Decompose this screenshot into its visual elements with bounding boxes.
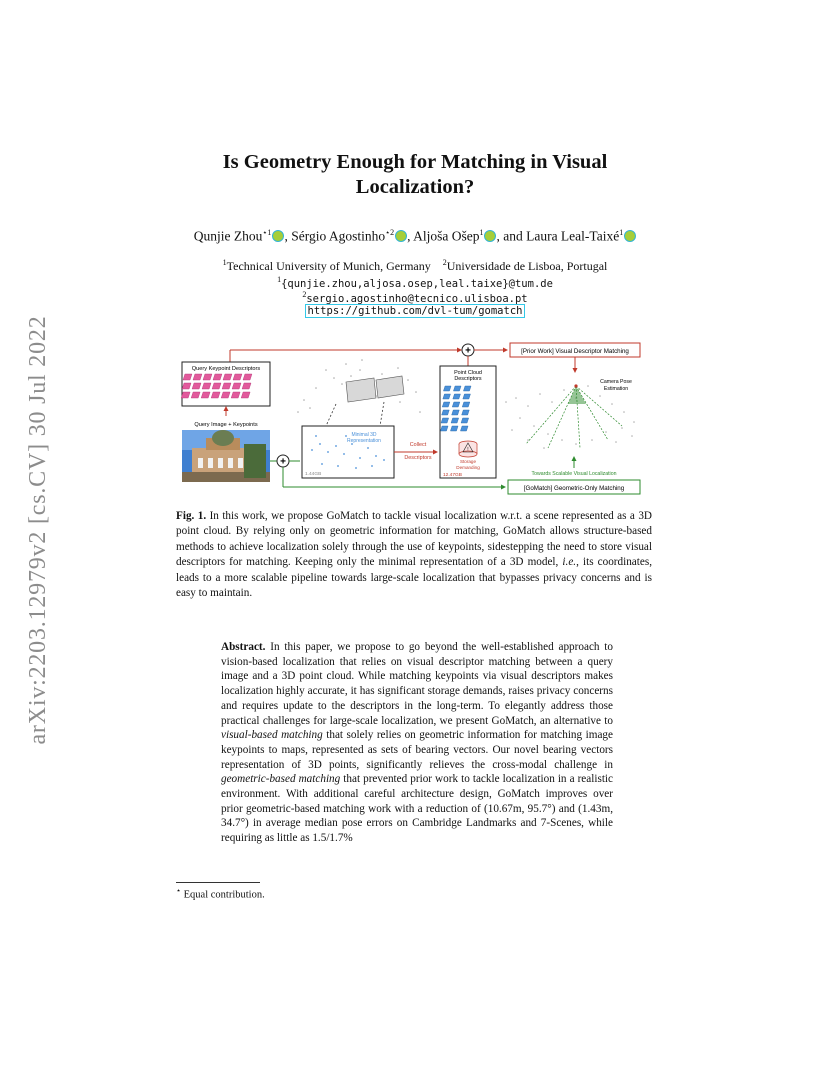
query-image-label: Query Image + Keypoints (194, 422, 258, 428)
email-line-1 (120, 275, 710, 290)
arrow-icon (457, 348, 462, 353)
minimal-rep-label-2: Representation (347, 438, 381, 444)
figure-caption (176, 509, 652, 601)
arxiv-identifier-stamp: arXiv:2203.12979v2 [cs.CV] 30 Jul 2022 (25, 315, 51, 745)
camera-pose-label-2: Estimation (603, 386, 629, 392)
email-line-2 (120, 290, 710, 305)
arrow-icon (573, 368, 578, 373)
email-superscript: 1 (277, 275, 282, 284)
author-superscript: 1 (479, 228, 484, 237)
affiliation-tum: Technical University of Munich, Germany (226, 259, 431, 273)
orcid-icon[interactable] (624, 230, 636, 242)
query-descriptors-label: Query Keypoint Descriptors (191, 366, 261, 372)
caption-text: , its coordinates, leads to a more scalable pipeline towards large-scale localization that bypasses privacy concerns and is easy to maintain. (176, 556, 652, 600)
paper-title (170, 150, 660, 199)
point-cloud-label-1: Point Cloud (454, 370, 482, 376)
abstract-text: that prevented prior work to tackle localization in a realistic environment. With additional careful architecture design, GoMatch improves over prior geometric-based matching work with a reduction of (10.67m, 95.7°) and (1.43m, 34.7°) in average median pose errors on Cambridge Landmarks and 7-Scenes, while requiring as little as 1.5/1.7% (221, 773, 613, 845)
arrow-icon (224, 406, 229, 411)
orcid-icon[interactable] (484, 230, 496, 242)
email-lisboa[interactable]: sergio.agostinho@tecnico.ulisboa.pt (306, 292, 528, 305)
author-superscript: ⋆1 (262, 228, 272, 237)
collect-label-2: Descriptors (404, 455, 432, 461)
affiliation-superscript: 2 (442, 258, 447, 267)
author-name: Qunjie Zhou (193, 228, 263, 244)
author-name: , Aljoša Ošep (407, 228, 480, 244)
camera-pose-icon (568, 386, 586, 404)
author-name: , and Laura Leal-Taixé (496, 228, 620, 244)
arrow-icon (503, 348, 508, 353)
author-name: , Sérgio Agostinho (284, 228, 386, 244)
footnote (176, 886, 265, 901)
minimal-3d-box (302, 426, 394, 478)
storage-size-large: 12.47GB (443, 473, 462, 478)
author-superscript: 1 (619, 228, 624, 237)
camera-center-marker (574, 384, 577, 387)
title-line-2: Localization? (355, 175, 475, 198)
camera-pose-label-1: Camera Pose (600, 379, 632, 385)
footnote-divider (176, 882, 260, 883)
dashed-connector-line (326, 404, 336, 426)
query-image-photo (182, 430, 270, 482)
abstract (221, 640, 613, 846)
camera-frustum-icon (346, 376, 404, 402)
gomatch-label: [GoMatch] Geometric-Only Matching (523, 485, 625, 492)
author-superscript: ⋆2 (385, 228, 395, 237)
caption-label: Fig. 1. (176, 510, 207, 522)
point-cloud-label-2: Descriptors (454, 376, 482, 382)
caption-text: In this work, we propose GoMatch to tackle visual localization w.r.t. a scene represented as a 3D point cloud. By relying only on geometric information for matching, GoMatch allows structure-based methods to achieve localization solely through the use of keypoints, sidestepping the need to store visual descriptors for matching. Keeping only the minimal representation of a 3D model, (176, 510, 652, 569)
footnote-mark: ⋆ (176, 886, 182, 895)
email-tum[interactable]: {qunjie.zhou,aljosa.osep,leal.taixe}@tum.de (281, 277, 553, 290)
svg-text:!: ! (467, 447, 469, 453)
abstract-emphasis: geometric-based matching (221, 773, 341, 786)
dashed-connector-line (380, 402, 384, 426)
arrow-icon (433, 450, 438, 455)
affiliation-superscript: 1 (222, 258, 227, 267)
arrow-icon (572, 456, 577, 461)
abstract-label: Abstract. (221, 641, 266, 653)
title-line-1: Is Geometry Enough for Matching in Visual (222, 151, 608, 173)
abstract-text: that solely relies on geometric information for matching image keypoints to maps, represented as sets of bearing vectors. Our novel bearing vectors representation of 3D points, significantly relieves the cross-modal challenge in (221, 729, 613, 771)
plus-symbol-icon: + (465, 345, 471, 357)
minimal-rep-label-1: Minimal 3D (351, 432, 377, 438)
prior-work-label: [Prior Work] Visual Descriptor Matching (521, 348, 629, 355)
storage-label-2: Demanding (456, 465, 480, 470)
abstract-text: In this paper, we propose to go beyond the well-established approach to vision-based localization that relies on visual descriptor matching between a query image and a 3D point cloud. While matching keypoints via visual descriptors makes localization highly accurate, it has significant storage demands, raises privacy concerns and requires update to the descriptors in the long-term. To elegantly address those practical challenges for large-scale localization, we present GoMatch, an alternative to (221, 641, 613, 727)
abstract-emphasis: visual-based matching (221, 729, 323, 742)
orcid-icon[interactable] (395, 230, 407, 242)
collect-label-1: Collect (409, 442, 427, 448)
footnote-text: Equal contribution. (181, 889, 265, 901)
storage-warning-icon (459, 441, 477, 457)
github-repo-link[interactable]: https://github.com/dvl-tum/gomatch (305, 304, 526, 318)
repo-link-line (120, 305, 710, 317)
author-list (120, 228, 710, 245)
scalable-label: Towards Scalable Visual Localization (531, 471, 617, 477)
caption-emphasis: i.e. (562, 556, 577, 569)
email-superscript: 2 (302, 290, 307, 299)
affiliations (120, 258, 710, 274)
affiliation-lisboa: Universidade de Lisboa, Portugal (446, 259, 608, 273)
method-overview-figure (176, 340, 652, 495)
storage-size-small: 1.44GB (305, 472, 322, 477)
storage-label-1: Storage (459, 459, 477, 464)
orcid-icon[interactable] (272, 230, 284, 242)
arrow-icon (501, 485, 506, 490)
plus-symbol-icon: + (280, 456, 286, 468)
scene-point-cloud (505, 385, 635, 449)
